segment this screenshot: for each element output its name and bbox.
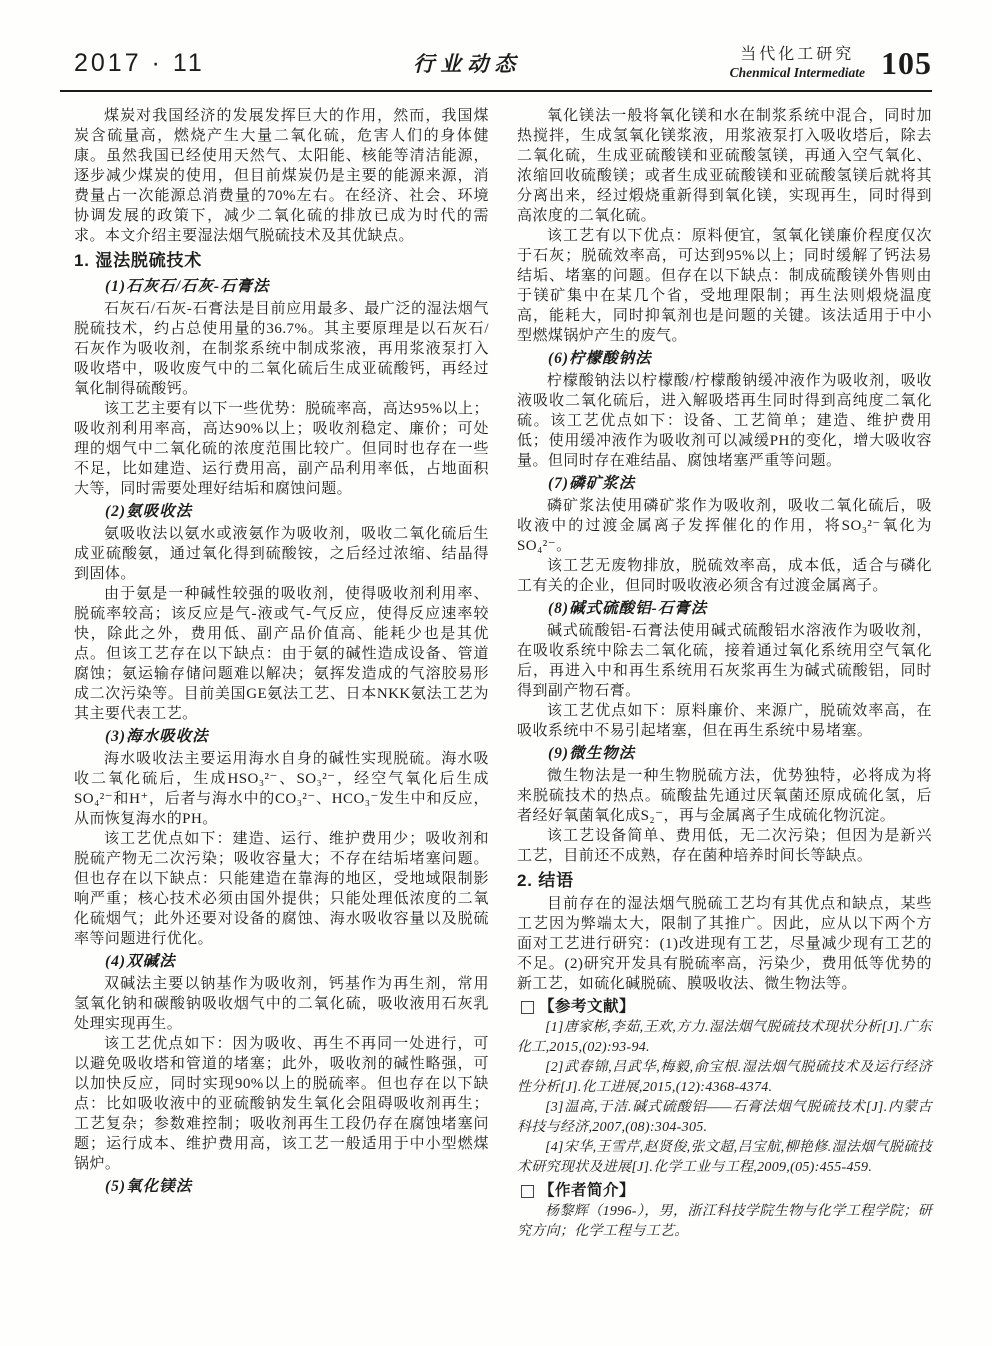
author-bio-heading (517, 1180, 932, 1202)
square-bullet-icon (521, 1185, 534, 1198)
journal-title-block (730, 45, 865, 82)
reference-item: [3]温高,于洁.碱式硫酸铝——石膏法烟气脱硫技术[J].内蒙古科技与经济,2007,(08):304-305. (517, 1100, 932, 1135)
paragraph: 磷矿浆法使用磷矿浆作为吸收剂，吸收二氧化硫后，吸收液中的过渡金属离子发挥催化的作用，将SO₃²⁻氧化为SO₄²⁻。 (517, 498, 932, 554)
paragraph: 双碱法主要以钠基作为吸收剂，钙基作为再生剂，常用氢氧化钠和碳酸钠吸收烟气中的二氧化硫，吸收液用石灰乳处理实现再生。 (74, 976, 489, 1032)
issue-date: 2017 · 11 (74, 48, 205, 77)
journal-title-cn: 当代化工研究 (740, 45, 855, 63)
section-heading-2: 2. 结语 (517, 871, 574, 890)
intro-paragraph: 煤炭对我国经济的发展发挥巨大的作用，然而，我国煤炭含硫量高，燃烧产生大量二氧化硫，危害人们的身体健康。虽然我国已经使用天然气、太阳能、核能等清洁能源，逐步减少煤炭的使用，但目前煤炭仍是主要的能源来源，消费量占一次能源总消费量的70%左右。在经济、社会、环境协调发展的政策下，减少二氧化硫的排放已成为时代的需求。本文介绍主要湿法烟气脱硫技术及其优缺点。 (74, 108, 489, 244)
paragraph: 石灰石/石灰-石膏法是目前应用最多、最广泛的湿法烟气脱硫技术，约占总使用量的36.7%。其主要原理是以石灰石/石灰作为吸收剂，在制浆系统中制成浆液，再用浆液泵打入吸收塔中，吸收废气中的二氧化硫后生成亚硫酸钙，再经过氧化制得硫酸钙。 (74, 301, 489, 397)
article-body (74, 106, 932, 1242)
journal-title-en: Chenmical Intermediate (729, 64, 865, 80)
references-heading (517, 996, 932, 1018)
subsection-heading-magnesia: (5)氧化镁法 (105, 1178, 193, 1195)
author-bio-heading-label: 【作者简介】 (539, 1182, 636, 1199)
paragraph: 目前存在的湿法烟气脱硫工艺均有其优点和缺点，某些工艺因为弊端太大，限制了其推广。因此，应从以下两个方面对工艺进行研究：(1)改进现有工艺，尽量减少现有工艺的不足。(2)研究开发具有脱硫率高，污染少，费用低等优势的新工艺，如硫化碱脱硫、膜吸收法、微生物法等。 (517, 896, 932, 992)
subsection-heading-citrate: (6)柠檬酸钠法 (548, 350, 652, 367)
paragraph: 该工艺有以下优点：原料便宜，氢氧化镁廉价程度仅次于石灰；脱硫效率高，可达到95%以上；同时缓解了钙法易结垢、堵塞的问题。但存在以下缺点：制成硫酸镁外售则由于镁矿集中在某几个省，受地理限制；再生法则煅烧温度高，能耗大，同时抑氧剂也是问题的关键。该法适用于中小型燃煤锅炉产生的废气。 (517, 228, 932, 344)
paragraph: 柠檬酸钠法以柠檬酸/柠檬酸钠缓冲液作为吸收剂，吸收液吸收二氧化硫后，进入解吸塔再生同时得到高纯度二氧化硫。该工艺优点如下：设备、工艺简单；建造、维护费用低；使用缓冲液作为吸收剂可以减缓PH的变化，增大吸收容量。但同时存在难结晶、腐蚀堵塞严重等问题。 (517, 373, 932, 469)
reference-item: [4]宋华,王雪芹,赵贤俊,张文超,吕宝航,柳艳修.湿法烟气脱硫技术研究现状及进展[J].化学工业与工程,2009,(05):455-459. (517, 1140, 932, 1175)
paragraph: 该工艺优点如下：原料廉价、来源广，脱硫效率高，在吸收系统中不易引起堵塞，但在再生系统中易堵塞。 (517, 703, 932, 739)
left-column (74, 106, 489, 1242)
paragraph: 碱式硫酸铝-石膏法使用碱式硫酸铝水溶液作为吸收剂，在吸收系统中除去二氧化硫，接着通过氧化系统用空气氧化后，再进入中和再生系统用石灰浆再生为碱式硫酸铝，同时得到副产物石膏。 (517, 623, 932, 699)
paragraph: 海水吸收法主要运用海水自身的碱性实现脱硫。海水吸收二氧化硫后，生成HSO₃²⁻、SO₃²⁻，经空气氧化后生成SO₄²⁻和H⁺，后者与海水中的CO₃²⁻、HCO₃⁻发生中和反应，从而恢复海水的PH。 (74, 751, 489, 827)
page-number: 105 (881, 44, 932, 81)
paragraph: 该工艺优点如下：因为吸收、再生不再同一处进行，可以避免吸收塔和管道的堵塞；此外，吸收剂的碱性略强，可以加快反应，同时实现90%以上的脱硫率。但也存在以下缺点：比如吸收液中的亚硫酸钠发生氧化会阻碍吸收剂再生；工艺复杂；参数难控制；吸收剂再生工段仍存在腐蚀堵塞问题；运行成本、维护费用高，该工艺一般适用于中小型燃煤锅炉。 (74, 1036, 489, 1172)
header-rule (60, 90, 932, 92)
reference-item: [2]武春锦,吕武华,梅毅,俞宝根.湿法烟气脱硫技术及运行经济性分析[J].化工进展,2015,(12):4368-4374. (517, 1060, 932, 1095)
section-heading-1: 1. 湿法脱硫技术 (74, 251, 203, 270)
references-heading-label: 【参考文献】 (539, 998, 636, 1015)
reference-item: [1]唐家彬,李茹,王欢,方力.湿法烟气脱硫技术现状分析[J].广东化工,2015,(02):93-94. (517, 1020, 932, 1055)
paragraph: 氨吸收法以氨水或液氨作为吸收剂，吸收二氧化硫后生成亚硫酸氨，通过氧化得到硫酸铵，之后经过浓缩、结晶得到固体。 (74, 526, 489, 582)
column-section-title: 行业动态 (413, 52, 522, 76)
author-bio: 杨黎辉（1996-），男，浙江科技学院生物与化学工程学院；研究方向；化学工程与工艺。 (517, 1204, 932, 1239)
subsection-heading-seawater: (3)海水吸收法 (105, 728, 209, 745)
paragraph: 由于氨是一种碱性较强的吸收剂，使得吸收剂利用率、脱硫率较高；该反应是气-液或气-气反应，使得反应速率较快，除此之外，费用低、副产品价值高、能耗少也是其优点。但该工艺存在以下缺点：由于氨的碱性造成设备、管道腐蚀；氨运输存储问题难以解决；氨挥发造成的气溶胶易形成二次污染等。目前美国GE氨法工艺、日本NKK氨法工艺为其主要代表工艺。 (74, 586, 489, 722)
paragraph: 该工艺优点如下：建造、运行、维护费用少；吸收剂和脱硫产物无二次污染；吸收容量大；不存在结垢堵塞问题。但也存在以下缺点：只能建造在靠海的地区，受地域限制影响严重；核心技术必须由国外提供；只能处理低浓度的二氧化硫烟气；此外还要对设备的腐蚀、海水吸收容量以及脱硫率等问题进行优化。 (74, 831, 489, 947)
subsection-heading-ammonia: (2)氨吸收法 (105, 503, 193, 520)
subsection-heading-phosphate: (7)磷矿浆法 (548, 475, 636, 492)
square-bullet-icon (521, 1001, 534, 1014)
paragraph: 该工艺主要有以下一些优势：脱硫率高，高达95%以上；吸收剂利用率高，高达90%以上；吸收剂稳定、廉价；可处理的烟气中二氧化硫的浓度范围比较广。但同时也存在一些不足，比如建造、运行费用高，副产品利用率低，占地面积大等，同时需要处理好结垢和腐蚀问题。 (74, 401, 489, 497)
subsection-heading-limestone: (1)石灰石/石灰-石膏法 (105, 278, 270, 295)
paragraph: 该工艺设备简单、费用低，无二次污染；但因为是新兴工艺，目前还不成熟，存在菌种培养时间长等缺点。 (517, 828, 932, 864)
paragraph: 氧化镁法一般将氧化镁和水在制浆系统中混合，同时加热搅拌，生成氢氧化镁浆液，用浆液泵打入吸收塔后，除去二氧化硫，生成亚硫酸镁和亚硫酸氢镁，再通入空气氧化、浓缩回收硫酸镁；或者生成亚硫酸镁和亚硫酸氢镁后就将其分离出来，经过煅烧重新得到氧化镁，实现再生，同时得到高浓度的二氧化硫。 (517, 108, 932, 224)
page-header (74, 40, 932, 86)
subsection-heading-aluminum-sulfate: (8)碱式硫酸铝-石膏法 (548, 600, 708, 617)
subsection-heading-microbial: (9)微生物法 (548, 745, 636, 762)
right-column (517, 106, 932, 1242)
paragraph: 微生物法是一种生物脱硫方法，优势独特，必将成为将来脱硫技术的热点。硫酸盐先通过厌氧菌还原成硫化氢，后者经好氧菌氧化成S₂⁻，再与金属离子生成硫化物沉淀。 (517, 768, 932, 824)
paragraph: 该工艺无废物排放，脱硫效率高，成本低，适合与磷化工有关的企业，但同时吸收液必须含有过渡金属离子。 (517, 558, 932, 594)
subsection-heading-dual-alkali: (4)双碱法 (105, 953, 176, 970)
